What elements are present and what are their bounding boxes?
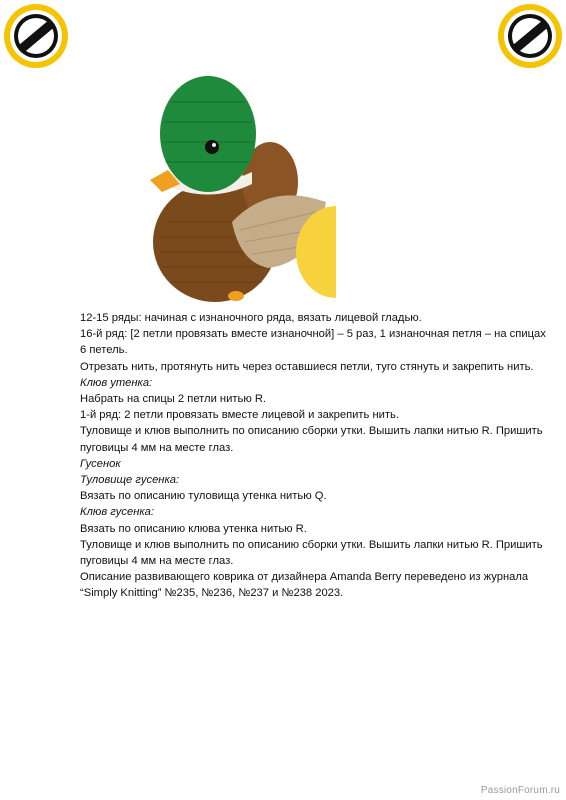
section-heading: Туловище гусенка: [80, 474, 180, 487]
site-watermark: PassionForum.ru [480, 785, 560, 796]
paragraph: Туловище и клюв выполнить по описанию сборки утки. Вышить лапки нитью R. Пришить пуговицы 4 мм на месте глаз. [80, 425, 543, 454]
paragraph: Отрезать нить, протянуть нить через оставшиеся петли, туго стянуть и закрепить нить. [80, 360, 534, 373]
section-heading: Клюв гусенка: [80, 506, 154, 519]
paragraph: Набрать на спицы 2 петли нитью R. [80, 393, 267, 406]
paragraph: 1-й ряд: 2 петли провязать вместе лицевой и закрепить нить. [80, 409, 399, 422]
paragraph: 12-15 ряды: начиная с изнаночного ряда, вязать лицевой гладью. [80, 312, 422, 324]
paragraph: Описание развивающего коврика от дизайнера Amanda Berry переведено из журнала “Simply Knitting” №235, №236, №237 и №238 2023. [80, 571, 529, 600]
paragraph: Вязать по описанию клюва утенка нитью R. [80, 522, 307, 535]
shop-seal-left-icon[interactable] [2, 2, 70, 70]
shop-seal-right-icon[interactable] [496, 2, 564, 70]
pattern-text [80, 310, 550, 602]
paragraph: Туловище и клюв выполнить по описанию сборки утки. Вышить лапки нитью R. Пришить пуговицы 4 мм на месте глаз. [80, 538, 543, 568]
paragraph: Вязать по описанию туловища утенка нитью Q. [80, 490, 327, 503]
section-heading: Клюв утенка: [80, 376, 153, 389]
section-heading: Гусенок [80, 457, 121, 470]
knitted-ducks-photo [140, 62, 336, 308]
paragraph: 16-й ряд: [2 петли провязать вместе изнаночной] – 5 раз, 1 изнаночная петля – на спицах 6 петель. [80, 328, 546, 357]
